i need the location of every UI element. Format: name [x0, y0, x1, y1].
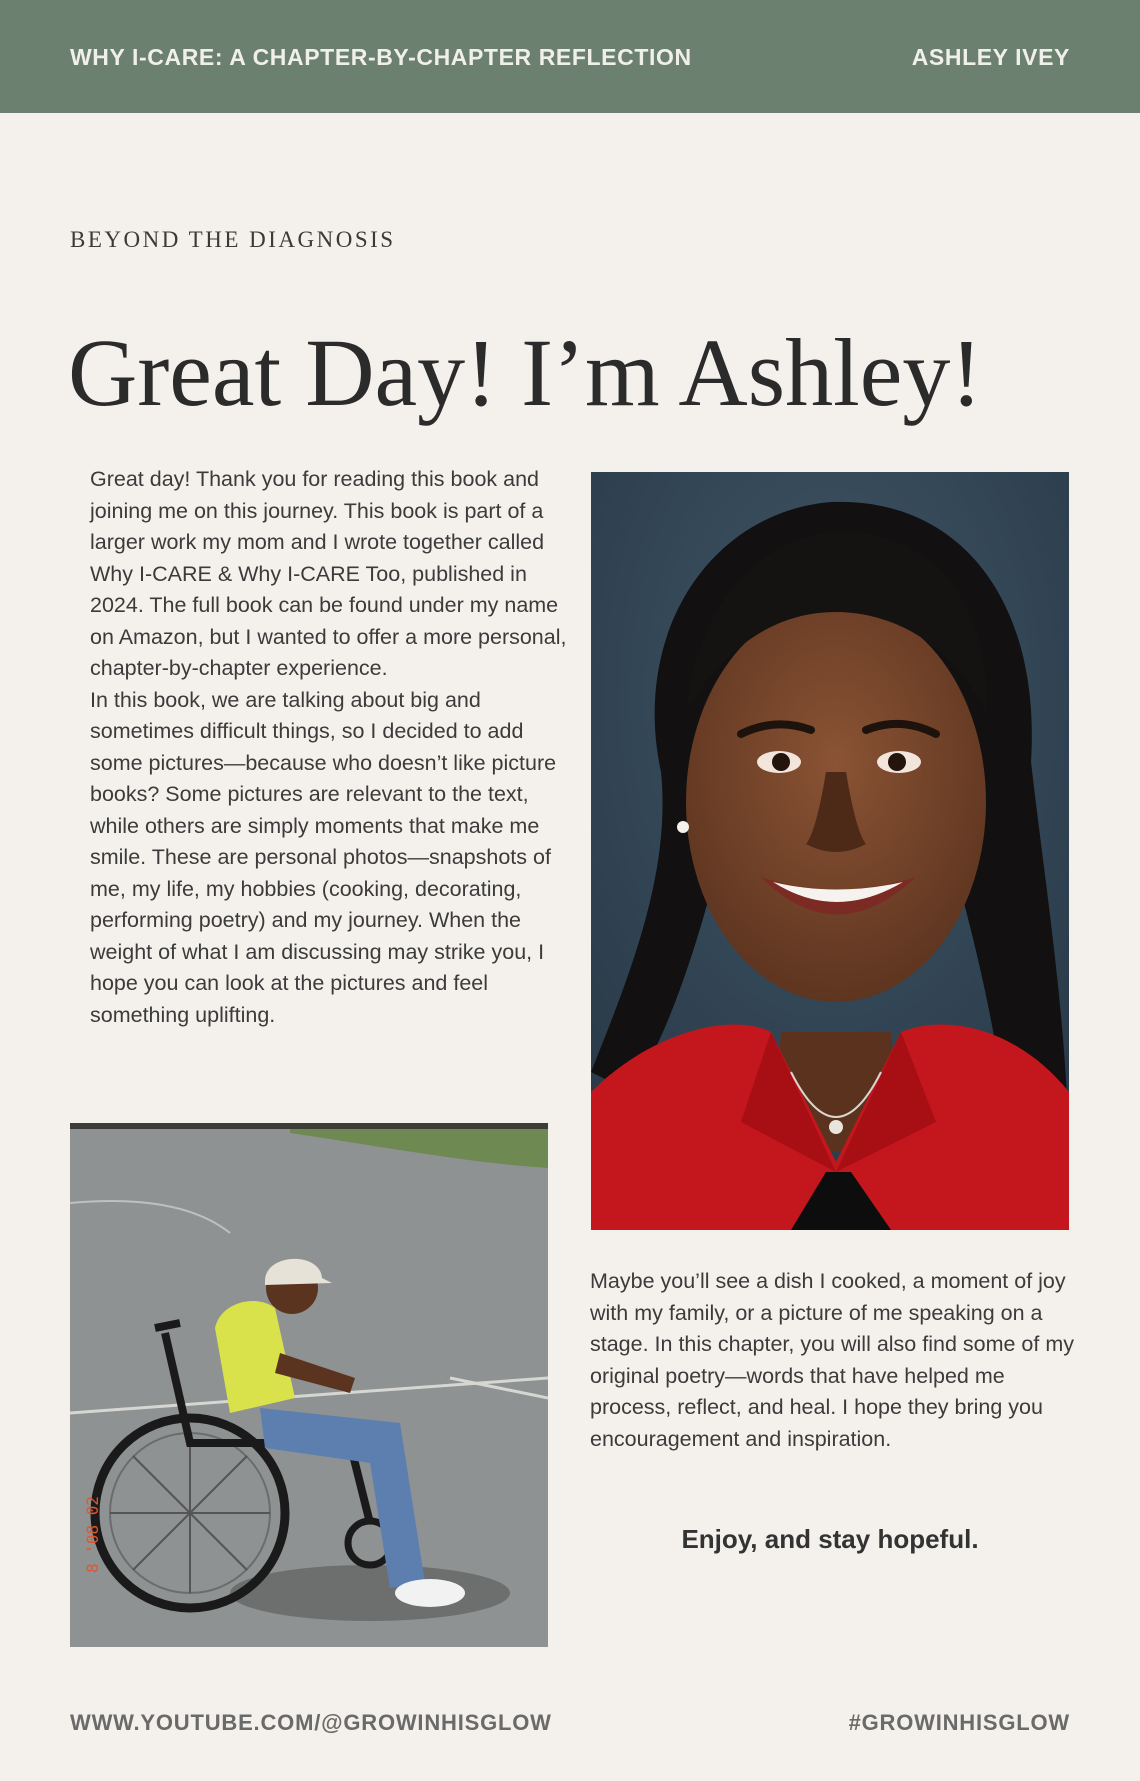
youtube-link[interactable]: WWW.YOUTUBE.COM/@GROWINHISGLOW	[70, 1710, 552, 1735]
header-bar	[0, 0, 1140, 113]
intro-paragraph: In this book, we are talking about big and sometimes difficult things, so I decided to add some pictures—because who doesn’t like picture books? Some pictures are relevant to the text, while others are simply moments that make me smile. These are personal photos—snapshots of me, my life, my hobbies (cooking, decorating, performing poetry) and my journey. When the weight of what I am discussing may strike you, I hope you can look at the pictures and feel something uplifting.	[90, 687, 557, 1027]
intro-paragraph: Great day! Thank you for reading this book and joining me on this journey. This book is part of a larger work my mom and I wrote together called Why I-CARE & Why I-CARE Too, published in 2024. The full book can be found under my name on Amazon, but I wanted to offer a more personal, chapter-by-chapter experience.	[90, 467, 567, 680]
series-title: WHY I-CARE: A CHAPTER-BY-CHAPTER REFLECTION	[70, 44, 692, 70]
author-name: ASHLEY IVEY	[911, 44, 1070, 70]
wheelchair-illustration	[70, 1123, 548, 1647]
outro-text: Maybe you’ll see a dish I cooked, a moment of joy with my family, or a picture of me speaking on a stage. In this chapter, you will also find some of my original poetry—words that have helped me process, reflect, and heal. I hope they bring you encouragement and inspiration.	[590, 1269, 1074, 1451]
wheelchair-photo	[70, 1123, 548, 1647]
portrait-illustration	[591, 472, 1069, 1230]
hashtag: #GROWINHISGLOW	[848, 1710, 1070, 1735]
closing-line: Enjoy, and stay hopeful.	[681, 1524, 979, 1554]
intro-text	[90, 464, 570, 1031]
portrait-photo	[591, 472, 1069, 1230]
section-label: BEYOND THE DIAGNOSIS	[70, 227, 396, 252]
svg-text:8 '08 02: 8 '08 02	[83, 1495, 102, 1573]
page-title: Great Day! I’m Ashley!	[68, 319, 983, 426]
